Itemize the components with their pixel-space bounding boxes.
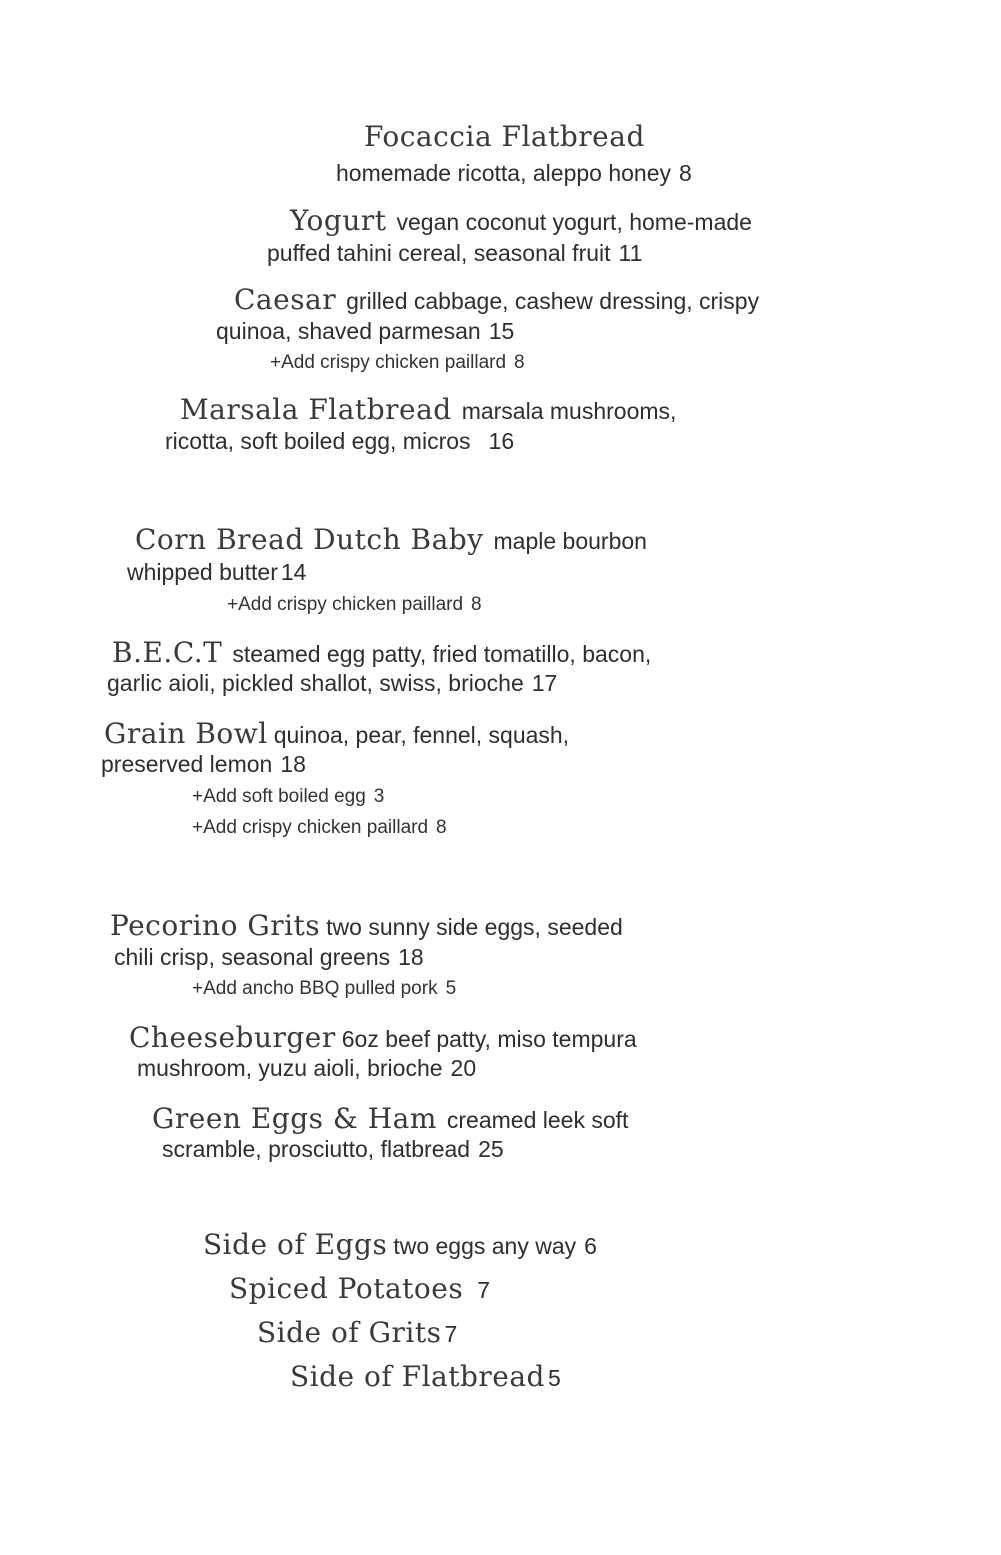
item-description: garlic aioli, pickled shallot, swiss, brioche [107, 670, 524, 696]
item-name: Marsala Flatbread [180, 393, 452, 426]
item-description: ricotta, soft boiled egg, micros [165, 428, 471, 454]
item-price: 6 [584, 1233, 597, 1259]
marsala-line-2 [165, 426, 514, 456]
item-description: 6oz beef patty, miso tempura [341, 1026, 637, 1052]
item-price: 17 [531, 670, 558, 696]
item-name: Yogurt [290, 204, 387, 237]
side-grits-line [257, 1318, 457, 1349]
item-description: scramble, prosciutto, flatbread [162, 1136, 471, 1162]
item-description: puffed tahini cereal, seasonal fruit [267, 240, 611, 266]
bect-line-2 [107, 668, 557, 698]
item-description: steamed egg patty, fried tomatillo, bacon, [232, 641, 652, 667]
dutch-baby-addon [227, 593, 482, 617]
item-name: Cheeseburger [129, 1021, 336, 1054]
dutch-baby-line-2 [127, 557, 306, 587]
item-description: grilled cabbage, cashew dressing, crispy [346, 288, 760, 314]
cheeseburger-line-1 [129, 1023, 637, 1054]
caesar-addon [270, 351, 525, 375]
item-price: 8 [679, 160, 692, 186]
marsala-line-1 [180, 395, 676, 426]
addon-label: +Add crispy chicken paillard [270, 352, 507, 373]
item-name: Pecorino Grits [110, 909, 321, 942]
item-name: Grain Bowl [104, 717, 268, 750]
caesar-line-1 [234, 285, 759, 316]
green-eggs-line-2 [162, 1134, 504, 1164]
yogurt-line-1 [290, 206, 752, 237]
item-description: maple bourbon [493, 528, 647, 554]
addon-price: 3 [373, 786, 385, 807]
item-description: mushroom, yuzu aioli, brioche [137, 1055, 443, 1081]
item-name: Side of Flatbread [290, 1360, 545, 1393]
item-price: 25 [478, 1136, 504, 1162]
addon-price: 8 [436, 817, 447, 838]
focaccia-name-line [364, 122, 645, 153]
item-price: 7 [444, 1321, 458, 1347]
item-name: Side of Eggs [203, 1228, 388, 1261]
item-name: Caesar [234, 283, 337, 316]
addon-label: +Add soft boiled egg [192, 786, 366, 807]
bect-line-1 [112, 638, 651, 669]
item-name: Focaccia Flatbread [364, 120, 645, 153]
item-name: Spiced Potatoes [229, 1272, 464, 1305]
focaccia-desc-line [336, 158, 692, 188]
addon-price: 8 [514, 352, 525, 373]
addon-price: 5 [445, 978, 457, 999]
item-description: chili crisp, seasonal greens [114, 944, 391, 970]
item-description: preserved lemon [101, 751, 273, 777]
caesar-line-2 [216, 316, 514, 346]
item-description: quinoa, shaved parmesan [216, 318, 481, 344]
item-price: 14 [280, 559, 307, 585]
item-price: 5 [547, 1365, 561, 1391]
item-description: two sunny side eggs, seeded [326, 914, 623, 940]
item-description: marsala mushrooms, [461, 398, 677, 424]
item-price: 7 [477, 1277, 490, 1303]
addon-label: +Add crispy chicken paillard [227, 594, 464, 615]
cheeseburger-line-2 [137, 1053, 476, 1083]
grain-bowl-line-1 [104, 719, 569, 750]
grits-addon [192, 977, 456, 1001]
item-price: 15 [488, 318, 515, 344]
item-price: 18 [280, 751, 306, 777]
green-eggs-line-1 [152, 1104, 628, 1135]
side-flatbread-line [290, 1362, 561, 1393]
yogurt-line-2 [267, 238, 642, 268]
item-name: Corn Bread Dutch Baby [135, 523, 484, 556]
item-description: two eggs any way [393, 1233, 577, 1259]
grain-bowl-line-2 [101, 749, 306, 779]
item-name: Side of Grits [257, 1316, 442, 1349]
side-eggs-line [203, 1230, 597, 1261]
item-description: creamed leek soft [446, 1107, 629, 1133]
item-price: 16 [488, 428, 515, 454]
item-description: homemade ricotta, aleppo honey [336, 160, 671, 186]
grits-line-2 [114, 942, 424, 972]
addon-label: +Add ancho BBQ pulled pork [192, 978, 438, 999]
dutch-baby-line-1 [135, 525, 647, 556]
grain-bowl-addon-chicken [192, 816, 447, 840]
item-name: Green Eggs & Ham [152, 1102, 437, 1135]
item-description: quinoa, pear, fennel, squash, [273, 722, 570, 748]
item-description: whipped butter [127, 559, 278, 585]
item-name: B.E.C.T [112, 636, 223, 669]
grits-line-1 [110, 911, 623, 942]
potatoes-line [229, 1274, 490, 1305]
item-price: 18 [398, 944, 424, 970]
addon-price: 8 [471, 594, 482, 615]
item-price: 11 [618, 240, 643, 266]
addon-label: +Add crispy chicken paillard [192, 817, 429, 838]
item-price: 20 [450, 1055, 477, 1081]
item-description: vegan coconut yogurt, home-made [396, 209, 752, 235]
grain-bowl-addon-egg [192, 785, 384, 809]
